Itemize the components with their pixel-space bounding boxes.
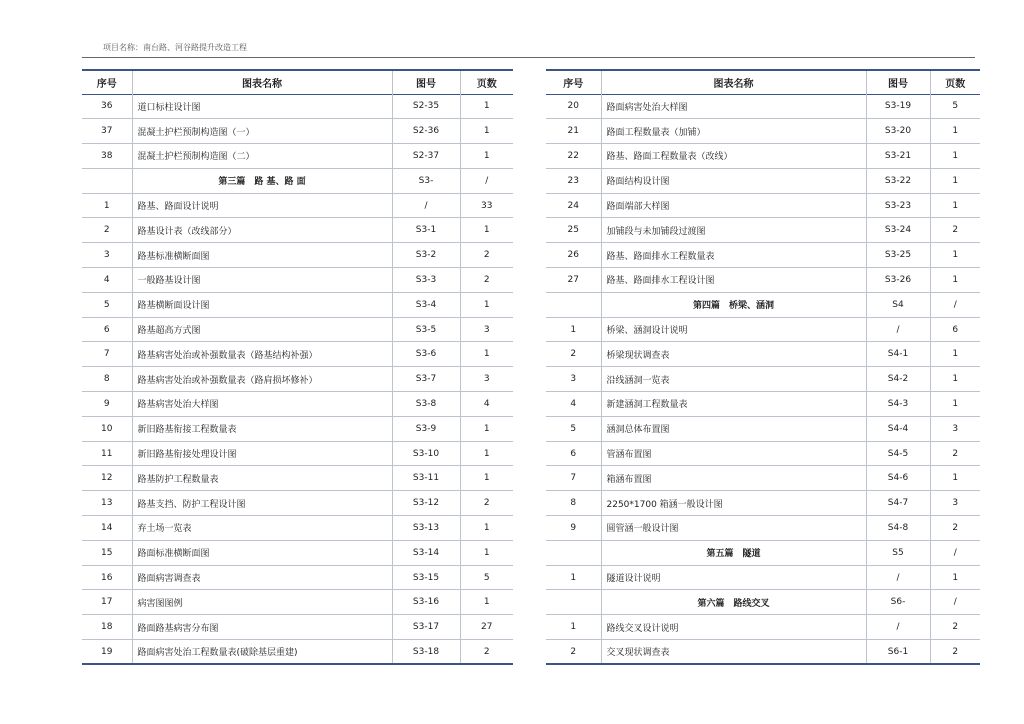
cell-pages: 1 [460, 292, 513, 317]
cell-name: 混凝土护栏预制构造图（一） [132, 119, 392, 144]
cell-code: S3-26 [866, 268, 930, 293]
cell-name: 路基、路面排水工程设计图 [601, 268, 866, 293]
cell-name: 路基防护工程数量表 [132, 466, 392, 491]
cell-name: 路面标准横断面图 [132, 540, 392, 565]
cell-code: S3-1 [392, 218, 460, 243]
cell-code: S3-23 [866, 193, 930, 218]
cell-seq: 1 [570, 622, 577, 633]
cell-code: S3-12 [392, 491, 460, 516]
cell-pages: 1 [460, 342, 513, 367]
cell-code: S3-3 [392, 268, 460, 293]
cell-code: S4-5 [866, 441, 930, 466]
table-row [546, 367, 980, 392]
cell-code: S4-6 [866, 466, 930, 491]
cell-code: S3-24 [866, 218, 930, 243]
table-row [546, 565, 980, 590]
cell-code: S3-20 [866, 119, 930, 144]
cell-name: 桥梁、涵洞设计说明 [601, 317, 866, 342]
cell-seq: 7 [103, 349, 110, 360]
table-row [82, 94, 513, 119]
cell-pages: 3 [460, 367, 513, 392]
cell-name: 路基、路面工程数量表（改线） [601, 144, 866, 169]
cell-code: S4-1 [866, 342, 930, 367]
cell-pages: 1 [930, 119, 980, 144]
cell-name: 交叉现状调查表 [601, 640, 866, 665]
cell-seq [546, 590, 601, 615]
cell-pages: 1 [930, 565, 980, 590]
cell-seq: 6 [103, 324, 110, 335]
cell-seq: 20 [567, 101, 579, 112]
cell-pages: 1 [930, 367, 980, 392]
cell-pages: 1 [460, 516, 513, 541]
cell-code: S6- [866, 590, 930, 615]
cell-code: / [392, 193, 460, 218]
cell-seq: 2 [570, 349, 577, 360]
table-row [82, 540, 513, 565]
table-row [82, 441, 513, 466]
cell-name: 箱涵布置图 [601, 466, 866, 491]
table-row [82, 292, 513, 317]
cell-name: 路面端部大样图 [601, 193, 866, 218]
cell-pages: 1 [930, 466, 980, 491]
cell-code: S4-7 [866, 491, 930, 516]
cell-code: S6-1 [866, 640, 930, 665]
cell-code: S3-8 [392, 392, 460, 417]
cell-pages: 1 [460, 218, 513, 243]
table-row [82, 218, 513, 243]
cell-pages: 2 [460, 243, 513, 268]
cell-name: 第六篇 路线交叉 [601, 590, 866, 615]
cell-code: S3-14 [392, 540, 460, 565]
cell-seq: 14 [101, 522, 113, 533]
cell-seq: 23 [567, 175, 579, 186]
section-row [546, 590, 980, 615]
col-header-seq: 序号 [96, 78, 117, 90]
cell-seq: 27 [567, 274, 579, 285]
cell-pages: 2 [930, 441, 980, 466]
cell-code: S3-16 [392, 590, 460, 615]
cell-pages: 1 [460, 144, 513, 169]
cell-seq: 5 [570, 423, 577, 434]
table-row [82, 640, 513, 665]
table-row [82, 367, 513, 392]
cell-code: S2-36 [392, 119, 460, 144]
cell-seq [546, 292, 601, 317]
table-row [82, 516, 513, 541]
cell-name: 加铺段与未加铺段过渡图 [601, 218, 866, 243]
cell-pages: / [930, 292, 980, 317]
cell-seq: 1 [570, 572, 577, 583]
col-header-code: 图号 [866, 70, 930, 94]
cell-seq: 8 [103, 374, 110, 385]
cell-name: 涵洞总体布置图 [601, 416, 866, 441]
cell-name: 第四篇 桥梁、涵洞 [601, 292, 866, 317]
cell-seq: 26 [567, 250, 579, 261]
table-row [546, 218, 980, 243]
cell-pages: 2 [930, 218, 980, 243]
cell-pages: 1 [460, 590, 513, 615]
cell-name: 2250*1700 箱涵一般设计图 [601, 491, 866, 516]
cell-name: 新旧路基衔接工程数量表 [132, 416, 392, 441]
cell-seq: 1 [570, 324, 577, 335]
cell-seq: 16 [101, 572, 113, 583]
cell-name: 路基设计表（改线部分） [132, 218, 392, 243]
cell-pages: 3 [460, 317, 513, 342]
cell-pages: 5 [460, 565, 513, 590]
cell-code: / [866, 317, 930, 342]
cell-name: 路基、路面设计说明 [132, 193, 392, 218]
cell-pages: 1 [930, 243, 980, 268]
cell-name: 路面病害处治工程数量表(破除基层重建) [132, 640, 392, 665]
cell-name: 路基、路面排水工程数量表 [601, 243, 866, 268]
cell-name: 路面工程数量表（加铺） [601, 119, 866, 144]
cell-code: S3-21 [866, 144, 930, 169]
cell-seq: 6 [570, 448, 577, 459]
cell-seq: 12 [101, 473, 113, 484]
cell-pages: 1 [930, 342, 980, 367]
cell-name: 一般路基设计图 [132, 268, 392, 293]
header-rule [82, 57, 975, 58]
cell-code: S4-8 [866, 516, 930, 541]
cell-pages: 1 [460, 466, 513, 491]
cell-name: 第五篇 隧道 [601, 540, 866, 565]
cell-code: S3-15 [392, 565, 460, 590]
cell-seq: 4 [103, 274, 110, 285]
cell-seq: 3 [103, 250, 110, 261]
table-row [546, 268, 980, 293]
cell-code: S3-19 [866, 94, 930, 119]
cell-seq: 9 [570, 522, 577, 533]
table-row [82, 193, 513, 218]
cell-code: S3-7 [392, 367, 460, 392]
cell-pages: 2 [930, 615, 980, 640]
table-row [82, 565, 513, 590]
col-header-name: 图表名称 [601, 70, 866, 94]
cell-seq: 37 [101, 126, 113, 137]
cell-pages: / [930, 590, 980, 615]
cell-name: 路基横断面设计图 [132, 292, 392, 317]
cell-seq: 3 [570, 374, 577, 385]
cell-pages: 1 [460, 94, 513, 119]
table-row [546, 466, 980, 491]
cell-seq: 19 [101, 646, 113, 657]
table-row [546, 168, 980, 193]
cell-seq: 13 [101, 498, 113, 509]
table-row [546, 516, 980, 541]
table-row [546, 243, 980, 268]
cell-seq: 38 [101, 150, 113, 161]
cell-name: 弃土场一览表 [132, 516, 392, 541]
cell-pages: 2 [460, 640, 513, 665]
table-row [82, 416, 513, 441]
cell-code: S3-5 [392, 317, 460, 342]
cell-pages: 1 [930, 392, 980, 417]
cell-seq: 1 [103, 200, 110, 211]
table-row [82, 268, 513, 293]
cell-seq: 24 [567, 200, 579, 211]
table-row [82, 317, 513, 342]
cell-seq: 2 [103, 225, 110, 236]
cell-code: S3-22 [866, 168, 930, 193]
table-row [546, 342, 980, 367]
table-row [546, 416, 980, 441]
cell-code: S3-6 [392, 342, 460, 367]
cell-name: 路基病害处治大样图 [132, 392, 392, 417]
cell-seq: 7 [570, 473, 577, 484]
table-row [546, 317, 980, 342]
cell-seq: 8 [570, 498, 577, 509]
table-header-row [82, 70, 513, 94]
cell-name: 管涵布置图 [601, 441, 866, 466]
cell-pages: 1 [930, 168, 980, 193]
cell-code: S3-10 [392, 441, 460, 466]
table-row [82, 243, 513, 268]
cell-pages: 1 [460, 119, 513, 144]
col-header-seq: 序号 [563, 78, 584, 90]
cell-code: S3- [392, 168, 460, 193]
section-row [82, 168, 513, 193]
cell-name: 隧道设计说明 [601, 565, 866, 590]
cell-name: 路基超高方式图 [132, 317, 392, 342]
section-row [546, 540, 980, 565]
cell-name: 路基病害处治或补强数量表（路基结构补强） [132, 342, 392, 367]
cell-pages: 5 [930, 94, 980, 119]
cell-pages: 1 [460, 416, 513, 441]
cell-pages: 2 [930, 640, 980, 665]
cell-code: S3-13 [392, 516, 460, 541]
cell-code: S3-18 [392, 640, 460, 665]
cell-code: / [866, 565, 930, 590]
drawing-index-table-left [82, 69, 513, 665]
cell-pages: 33 [460, 193, 513, 218]
cell-name: 路线交叉设计说明 [601, 615, 866, 640]
cell-pages: 3 [930, 416, 980, 441]
table-row [82, 119, 513, 144]
cell-pages: 6 [930, 317, 980, 342]
cell-name: 路基支挡、防护工程设计图 [132, 491, 392, 516]
table-header-row [546, 70, 980, 94]
cell-seq: 10 [101, 423, 113, 434]
cell-name: 混凝土护栏预制构造图（二） [132, 144, 392, 169]
cell-code: / [866, 615, 930, 640]
table-row [82, 491, 513, 516]
cell-code: S2-37 [392, 144, 460, 169]
cell-code: S3-17 [392, 615, 460, 640]
cell-name: 路基病害处治或补强数量表（路肩损坏修补） [132, 367, 392, 392]
table-row [546, 144, 980, 169]
cell-name: 路面结构设计图 [601, 168, 866, 193]
col-header-pages: 页数 [460, 70, 513, 94]
table-row [82, 144, 513, 169]
table-row [82, 392, 513, 417]
cell-seq: 36 [101, 101, 113, 112]
cell-code: S3-25 [866, 243, 930, 268]
cell-name: 新旧路基衔接处理设计图 [132, 441, 392, 466]
cell-pages: 27 [460, 615, 513, 640]
table-row [546, 193, 980, 218]
cell-seq: 15 [101, 547, 113, 558]
table-row [546, 491, 980, 516]
cell-seq: 18 [101, 622, 113, 633]
table-row [82, 342, 513, 367]
cell-name: 桥梁现状调查表 [601, 342, 866, 367]
cell-seq: 4 [570, 398, 577, 409]
table-row [546, 94, 980, 119]
cell-name: 路面路基病害分布图 [132, 615, 392, 640]
cell-code: S4 [866, 292, 930, 317]
col-header-code: 图号 [392, 70, 460, 94]
cell-name: 路面病害调查表 [132, 565, 392, 590]
col-header-name: 图表名称 [132, 70, 392, 94]
cell-pages: / [930, 540, 980, 565]
cell-pages: 4 [460, 392, 513, 417]
cell-pages: 1 [930, 193, 980, 218]
table-row [546, 441, 980, 466]
table-row [82, 615, 513, 640]
table-row [82, 590, 513, 615]
project-name: 项目名称：南台路、河谷路提升改造工程 [103, 43, 247, 52]
cell-pages: 2 [460, 491, 513, 516]
cell-seq: 2 [570, 646, 577, 657]
cell-pages: 1 [930, 144, 980, 169]
cell-seq: 25 [567, 225, 579, 236]
drawing-index-table-right [546, 69, 980, 665]
cell-name: 第三篇 路 基、路 面 [132, 168, 392, 193]
cell-code: S5 [866, 540, 930, 565]
cell-name: 新建涵洞工程数量表 [601, 392, 866, 417]
table-row [546, 640, 980, 665]
cell-pages: 2 [930, 516, 980, 541]
cell-seq [546, 540, 601, 565]
cell-seq [82, 168, 132, 193]
cell-seq: 17 [101, 597, 113, 608]
cell-seq: 9 [103, 398, 110, 409]
cell-seq: 11 [101, 448, 113, 459]
cell-code: S4-4 [866, 416, 930, 441]
cell-name: 病害图图例 [132, 590, 392, 615]
cell-seq: 5 [103, 299, 110, 310]
cell-pages: 1 [460, 540, 513, 565]
cell-code: S3-9 [392, 416, 460, 441]
cell-pages: 3 [930, 491, 980, 516]
cell-code: S2-35 [392, 94, 460, 119]
cell-code: S3-11 [392, 466, 460, 491]
cell-pages: 1 [460, 441, 513, 466]
cell-seq: 22 [567, 150, 579, 161]
table-row [546, 119, 980, 144]
cell-code: S3-2 [392, 243, 460, 268]
cell-name: 道口标柱设计图 [132, 94, 392, 119]
cell-code: S4-2 [866, 367, 930, 392]
cell-seq: 21 [567, 126, 579, 137]
cell-code: S3-4 [392, 292, 460, 317]
cell-code: S4-3 [866, 392, 930, 417]
cell-pages: 2 [460, 268, 513, 293]
cell-pages: / [460, 168, 513, 193]
cell-name: 沿线涵洞一览表 [601, 367, 866, 392]
cell-name: 路基标准横断面图 [132, 243, 392, 268]
cell-name: 路面病害处治大样图 [601, 94, 866, 119]
table-row [546, 392, 980, 417]
table-row [546, 615, 980, 640]
cell-pages: 1 [930, 268, 980, 293]
cell-name: 圆管涵一般设计图 [601, 516, 866, 541]
section-row [546, 292, 980, 317]
table-row [82, 466, 513, 491]
col-header-pages: 页数 [930, 70, 980, 94]
